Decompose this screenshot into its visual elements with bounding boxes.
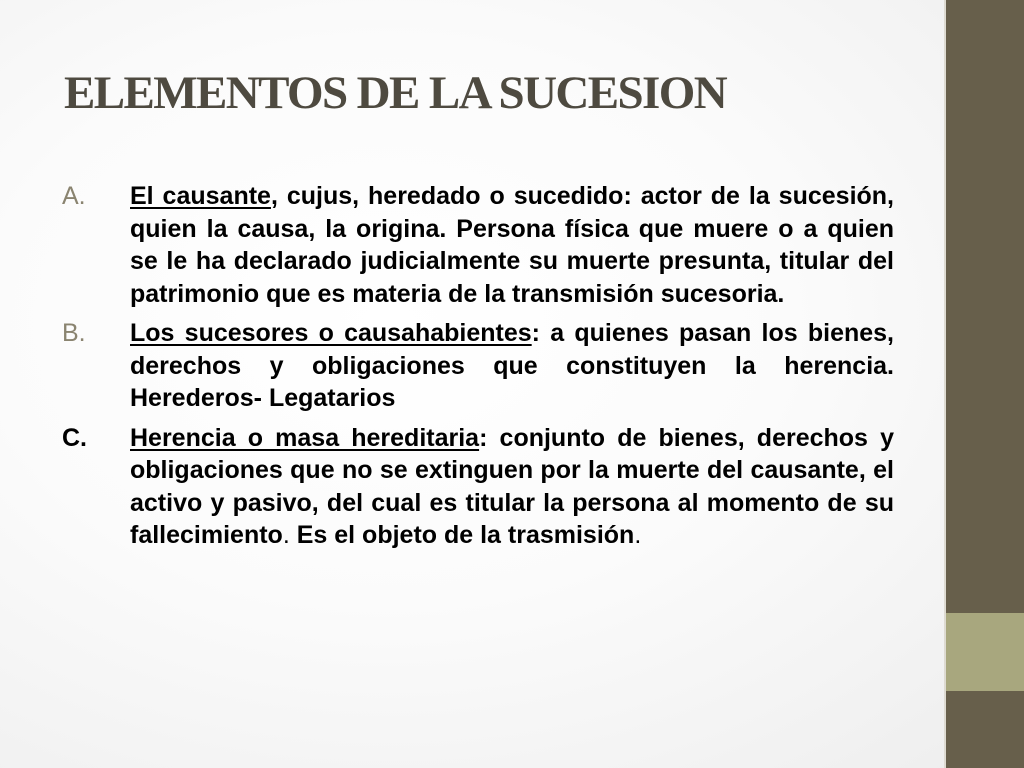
definition-herencia: : conjunto de bienes, derechos y obligaciones que no se extinguen por la muerte del causante, el activo y pasivo, del cual es titular la persona al momento de su fallecimiento (130, 423, 894, 549)
definition-causante: , cujus, heredado o sucedido: actor de la sucesión, quien la causa, la origina. Persona física que muere o a quien se le ha declarado judicialmente su muerte presunta, titular del patrimonio que es materia de la transmisión sucesoria. (130, 182, 895, 308)
list-item-a (62, 180, 894, 310)
term-herencia: Herencia o masa hereditaria (130, 423, 480, 452)
term-sucesores: Los sucesores o causahabientes (130, 319, 532, 347)
list-marker-a: A. (62, 182, 86, 210)
list-item-a-text (130, 180, 894, 310)
sidebar-accent-block (946, 613, 1024, 691)
definition-list (62, 180, 894, 559)
slide-title: ELEMENTOS DE LA SUCESION (64, 67, 727, 119)
list-item-c-text (130, 422, 894, 552)
definition-herencia-final-period: . (634, 521, 642, 549)
list-item-c (62, 422, 894, 552)
definition-herencia-period: . (282, 521, 290, 549)
definition-herencia-end: Es el objeto de la trasmisión (289, 521, 635, 549)
list-item-b-text (130, 317, 894, 415)
list-marker-c: C. (62, 423, 87, 452)
term-causante: El causante (130, 182, 271, 210)
list-item-b (62, 317, 894, 415)
definition-sucesores: : a quienes pasan los bienes, derechos y obligaciones que constituyen la herencia. Herederos- Legatarios (130, 319, 894, 412)
list-marker-b: B. (62, 319, 86, 347)
